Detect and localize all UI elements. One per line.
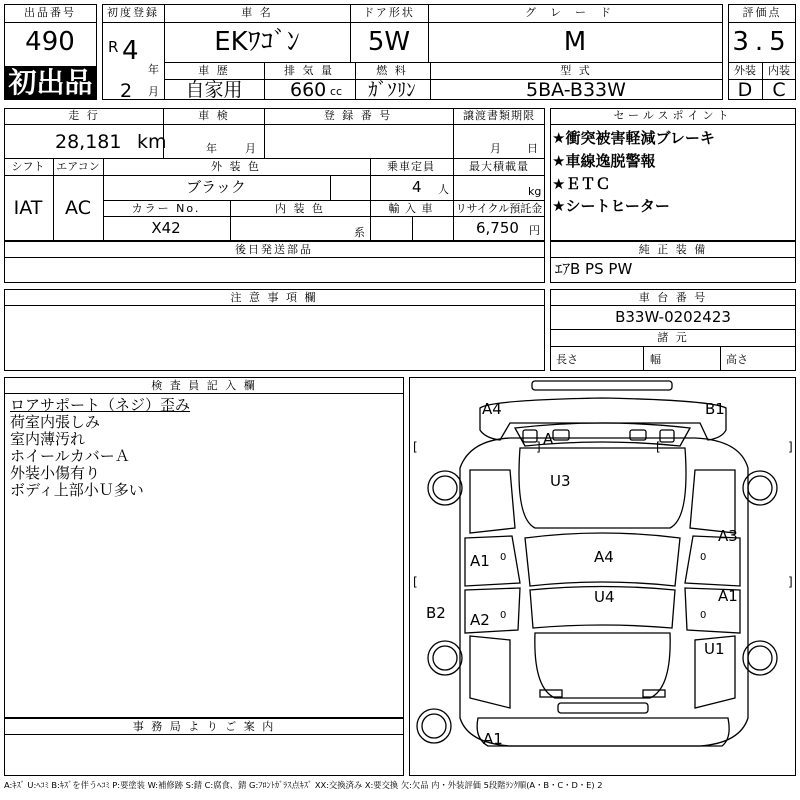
registration-year: 4 bbox=[122, 36, 139, 66]
transfer-month-unit: 月 bbox=[490, 142, 501, 155]
bracket-mark: ] bbox=[788, 440, 793, 454]
interior-color-label: 内 装 色 bbox=[275, 202, 325, 215]
chassis-number: B33W-0202423 bbox=[615, 308, 731, 326]
inspector-remark: ホイールカバーＡ bbox=[10, 447, 130, 465]
inspector-remark: ロアサポート（ネジ）歪み bbox=[10, 396, 191, 414]
first-listing-badge: 初出品 bbox=[5, 66, 96, 99]
transfer-deadline-label: 譲渡書類期限 bbox=[463, 109, 535, 122]
damage-code: U1 bbox=[704, 640, 725, 658]
chassis-number-label: 車 台 番 号 bbox=[638, 291, 708, 304]
damage-code: A1 bbox=[470, 552, 490, 570]
capacity-label: 乗車定員 bbox=[387, 160, 435, 173]
damage-code: A1 bbox=[483, 730, 503, 748]
equipment-label: 純 正 装 備 bbox=[638, 243, 708, 256]
recycle-fee-label: リサイクル預託金 bbox=[455, 202, 543, 215]
ac: AC bbox=[65, 197, 91, 219]
hood-outline bbox=[519, 448, 686, 528]
inspection-label: 車 検 bbox=[198, 109, 230, 122]
door-type-label: ドア形状 bbox=[363, 6, 415, 19]
registration-month: 2 bbox=[120, 80, 133, 102]
car-diagram bbox=[410, 378, 795, 775]
score: 3.5 bbox=[732, 27, 792, 57]
fuel-label: 燃 料 bbox=[376, 64, 408, 77]
office-label: 事 務 局 よ り ご 案 内 bbox=[132, 720, 276, 733]
model-code: 5BA-B33W bbox=[526, 79, 626, 101]
transfer-day-unit: 日 bbox=[527, 142, 538, 155]
sales-point-item: ★車線逸脱警報 bbox=[552, 152, 656, 170]
legend: A:ｷｽﾞ U:ﾍｺﾐ B:ｷｽﾞを伴うﾍｺﾐ P:要塗装 W:補修跡 S:錆 C:腐食、錆 G:ﾌﾛﾝﾄｶﾞﾗｽ点ｷｽﾞ XX:交換済み X:要交換 欠:欠品 内・外装評価 5段階ﾗﾝｸ順(A・B・C・D・E) 2 bbox=[4, 780, 603, 790]
length-label: 長さ bbox=[556, 353, 578, 366]
interior-grade-label: 内装 bbox=[768, 64, 790, 77]
damage-code: A bbox=[543, 430, 554, 448]
damage-code: U4 bbox=[594, 588, 615, 606]
tailgate-outline bbox=[535, 633, 670, 698]
sales-point-item: ★シートヒーター bbox=[552, 197, 670, 215]
shift: IAT bbox=[13, 197, 43, 219]
sales-points-label: セールスポイント bbox=[613, 109, 733, 122]
import-label: 輸 入 車 bbox=[388, 202, 434, 215]
roof-rim-top bbox=[532, 381, 672, 390]
bracket-mark: [ bbox=[413, 575, 418, 589]
grade: M bbox=[563, 27, 587, 57]
rear-bumper-outline bbox=[558, 703, 648, 713]
capacity-unit: 人 bbox=[438, 183, 449, 196]
first-registration-label: 初度登録 bbox=[107, 6, 159, 19]
damage-code: A3 bbox=[718, 527, 738, 545]
damage-code: A4 bbox=[482, 400, 502, 418]
inspector-remark: 外装小傷有り bbox=[10, 464, 101, 482]
exterior-color: ブラック bbox=[186, 178, 246, 196]
damage-code: A1 bbox=[718, 587, 738, 605]
later-parts-label: 後日発送部品 bbox=[235, 243, 313, 256]
damage-code: A2 bbox=[470, 611, 490, 629]
sales-point-item: ★ＥＴＣ bbox=[552, 175, 611, 193]
km-unit: km bbox=[137, 131, 167, 153]
model-label: 型 式 bbox=[560, 64, 592, 77]
equipment: ｴｱB PS PW bbox=[555, 260, 633, 278]
inspector-label: 検 査 員 記 入 欄 bbox=[151, 379, 257, 392]
inspection-month-unit: 月 bbox=[245, 142, 256, 155]
car-name: EKﾜｺﾞﾝ bbox=[214, 27, 300, 57]
color-number-label: カラー No. bbox=[131, 202, 201, 215]
damage-code: A4 bbox=[594, 548, 614, 566]
bracket-mark: [ bbox=[656, 440, 661, 454]
exterior-color-label: 外 装 色 bbox=[211, 160, 261, 173]
year-unit: 年 bbox=[148, 63, 159, 76]
sales-point-item: ★衝突被害軽減ブレーキ bbox=[552, 129, 715, 147]
grade-label: グレード bbox=[525, 6, 625, 19]
front-bumper-outline bbox=[480, 398, 726, 440]
car-name-label: 車 名 bbox=[241, 6, 273, 19]
damage-code: U3 bbox=[550, 472, 571, 490]
ac-label: エアコン bbox=[56, 160, 100, 173]
inspector-remark: 室内薄汚れ bbox=[10, 430, 86, 448]
score-label: 評価点 bbox=[742, 6, 782, 19]
svg-text:0: 0 bbox=[500, 552, 507, 563]
svg-text:0: 0 bbox=[700, 610, 707, 621]
lot-number-label: 出品番号 bbox=[24, 6, 76, 19]
exterior-grade-label: 外装 bbox=[734, 64, 756, 77]
svg-text:0: 0 bbox=[500, 610, 507, 621]
cc-unit: cc bbox=[330, 85, 343, 98]
car-diagram-box bbox=[409, 377, 796, 776]
damage-code: B2 bbox=[426, 604, 446, 622]
displacement: 660 bbox=[290, 79, 327, 101]
bracket-mark: [ bbox=[413, 440, 418, 454]
inspector-remark: 荷室内張しみ bbox=[10, 413, 101, 431]
mileage: 28,181 bbox=[55, 131, 122, 153]
history-label: 車 歴 bbox=[198, 64, 230, 77]
width-label: 幅 bbox=[650, 353, 661, 366]
shift-label: シフト bbox=[11, 160, 45, 173]
displacement-label: 排 気 量 bbox=[284, 64, 334, 77]
interior-grade: C bbox=[772, 79, 786, 101]
door-type: 5W bbox=[367, 27, 411, 57]
mileage-label: 走 行 bbox=[68, 109, 100, 122]
lot-number: 490 bbox=[25, 27, 75, 57]
svg-text:0: 0 bbox=[700, 552, 707, 563]
exterior-grade: D bbox=[737, 79, 753, 101]
capacity: 4 bbox=[412, 178, 422, 196]
bracket-mark: ] bbox=[788, 575, 793, 589]
height-label: 高さ bbox=[726, 353, 748, 366]
fuel: ｶﾞｿﾘﾝ bbox=[368, 79, 416, 101]
color-number: X42 bbox=[151, 219, 181, 237]
max-load-label: 最大積載量 bbox=[469, 160, 529, 173]
inspection-year-unit: 年 bbox=[206, 142, 217, 155]
damage-code: B1 bbox=[705, 400, 725, 418]
bracket-mark: ] bbox=[536, 440, 541, 454]
kg-unit: kg bbox=[528, 185, 542, 198]
month-unit: 月 bbox=[148, 85, 159, 98]
history: 自家用 bbox=[185, 79, 243, 101]
yen-unit: 円 bbox=[529, 224, 540, 237]
interior-color-suffix: 系 bbox=[354, 226, 365, 239]
dimensions-label: 諸 元 bbox=[657, 331, 689, 344]
registration-number-label: 登 録 番 号 bbox=[323, 109, 393, 122]
inspector-remark: ボディ上部小Ｕ多い bbox=[10, 481, 144, 499]
era-label: R bbox=[108, 38, 119, 56]
recycle-fee: 6,750 bbox=[476, 219, 519, 237]
notes-label: 注 意 事 項 欄 bbox=[230, 291, 318, 304]
